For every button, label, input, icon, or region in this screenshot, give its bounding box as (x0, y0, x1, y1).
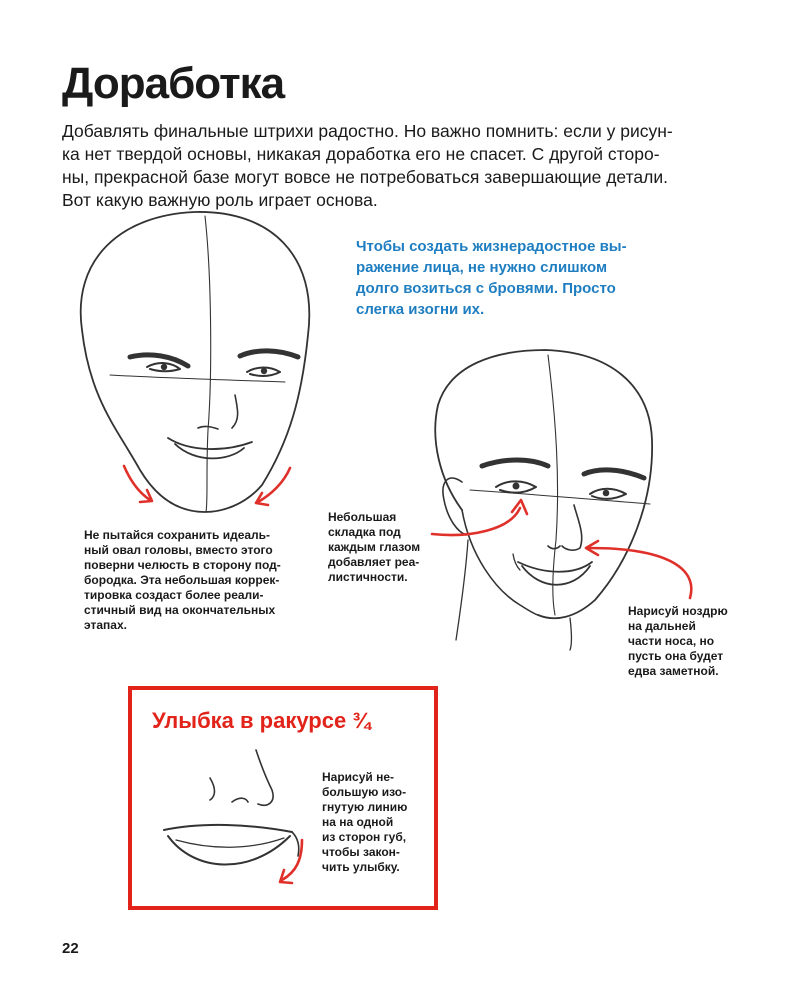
jaw-tip-line: тировка создаст более реали- (84, 588, 264, 602)
page-title: Доработка (62, 59, 285, 108)
jaw-tip-line: этапах. (84, 618, 127, 632)
tq-neck-left (456, 540, 468, 640)
tq-right-pupil (603, 490, 610, 497)
front-head-centerline (205, 216, 211, 512)
nostril-tip-line: Нарисуй ноздрю (628, 604, 728, 618)
jaw-left-arrow (124, 466, 150, 500)
eye-fold-arrow (432, 508, 520, 535)
smile-tip-line: чтобы закон- (322, 845, 400, 859)
smile-tip (322, 770, 407, 875)
intro-line: ны, прекрасной базе могут вовсе не потребоваться завершающие детали. (62, 167, 668, 187)
tq-left-pupil (513, 483, 520, 490)
nostril-tip-line: пусть она будет (628, 649, 724, 663)
intro-line: Вот какую важную роль играет основа. (62, 190, 378, 210)
smile-teeth-line (176, 838, 284, 847)
tq-head-outline (435, 350, 652, 618)
smile-corner-line (292, 832, 299, 856)
eye-fold-tip-line: листичности. (328, 570, 408, 584)
nostril-tip-line: части носа, но (628, 634, 715, 648)
smile-tip-line: из сторон губ, (322, 830, 407, 844)
nostril-tip-line: на дальней (628, 619, 696, 633)
front-right-pupil (261, 368, 267, 374)
front-left-pupil (161, 364, 167, 370)
jaw-tip-line: ный овал головы, вместо этого (84, 543, 273, 557)
eyebrows-tip (356, 236, 627, 320)
smile-box-title: Улыбка в ракурсе ¾ (152, 708, 371, 733)
eye-fold-tip-line: добавляет реа- (328, 555, 420, 569)
three-quarter-head-drawing (435, 350, 652, 650)
front-left-brow (130, 355, 188, 366)
jaw-tip-line: стичный вид на окончательных (84, 603, 276, 617)
nostril-tip (628, 604, 728, 679)
tq-nose (548, 505, 582, 550)
tq-centerline (548, 355, 558, 615)
eye-fold-tip-line: Небольшая (328, 510, 397, 524)
eye-fold-tip-line: каждым глазом (328, 540, 421, 554)
smile-upper-lip (164, 825, 292, 832)
front-head-outline (81, 212, 310, 512)
front-head-drawing (81, 212, 310, 512)
page-number: 22 (62, 940, 79, 957)
smile-tip-line: гнутую линию (322, 800, 408, 814)
tq-right-brow (584, 470, 644, 478)
smile-tip-line: на на одной (322, 815, 394, 829)
front-right-brow (240, 351, 298, 357)
tq-mouth (518, 562, 592, 585)
intro-line: ка нет твердой основы, никакая доработка его не спасет. С другой сторо- (62, 144, 660, 164)
eyebrows-tip-line: слегка изогни их. (356, 301, 485, 318)
eyebrows-tip-line: ражение лица, не нужно слишком (356, 259, 608, 276)
eyebrows-tip-line: Чтобы создать жизнерадостное вы- (356, 238, 627, 255)
jaw-tip (84, 528, 281, 633)
smile-tip-line: чить улыбку. (322, 860, 400, 874)
front-nose (198, 395, 238, 429)
smile-nose (210, 750, 273, 805)
tq-neck-right (570, 618, 572, 650)
tq-left-brow (482, 460, 548, 466)
smile-sidebar-box (128, 686, 438, 910)
nostril-arrow (590, 548, 691, 598)
smile-tip-line: большую изо- (322, 785, 407, 799)
nostril-tip-line: едва заметной. (628, 664, 719, 678)
eye-fold-tip (328, 510, 420, 585)
eye-fold-tip-line: складка под (328, 525, 401, 539)
jaw-tip-line: поверни челюсть в сторону под- (84, 558, 281, 572)
intro-line: Добавлять финальные штрихи радостно. Но важно помнить: если у рисун- (62, 121, 673, 141)
smile-tip-line: Нарисуй не- (322, 770, 395, 784)
smile-lower-lip (168, 836, 290, 865)
tq-ear (443, 478, 466, 535)
jaw-tip-line: бородка. Эта небольшая коррек- (84, 573, 280, 587)
jaw-tip-line: Не пытайся сохранить идеаль- (84, 528, 271, 542)
eyebrows-tip-line: долго возиться с бровями. Просто (356, 280, 616, 297)
front-mouth (168, 438, 252, 458)
